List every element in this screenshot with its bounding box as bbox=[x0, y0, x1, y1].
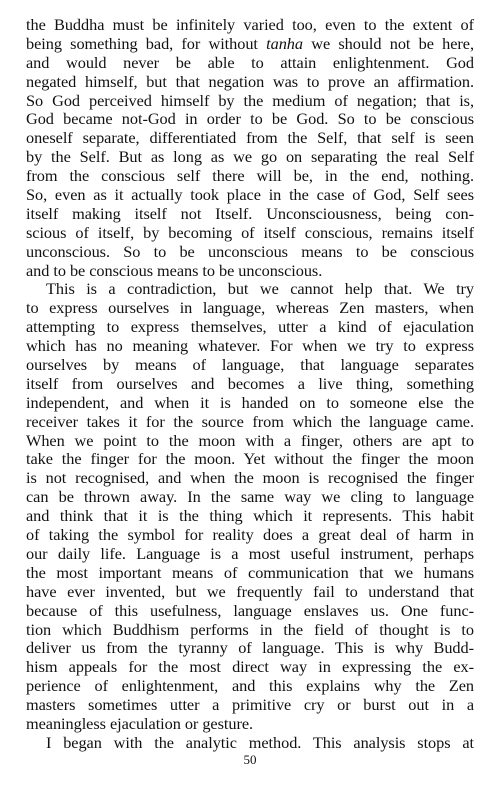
text-line: scious of itself, by becoming of itself conscious, remains itself bbox=[26, 222, 474, 242]
text-line: independent, and when it is handed on to someone else the bbox=[26, 392, 474, 412]
text-line: So, even as it actually took place in the case of God, Self sees bbox=[26, 185, 474, 205]
text-line: the Buddha must be infinitely varied too, even to the extent of bbox=[26, 15, 474, 34]
text-line: by the Self. But as long as we go on separating the real Self bbox=[26, 147, 474, 167]
text-line: which has no meaning whatever. For when we try to express bbox=[26, 336, 474, 356]
text-line: to express ourselves in language, whereas Zen masters, when bbox=[26, 298, 474, 318]
text-line: is not recognised, and when the moon is recognised the finger bbox=[26, 468, 474, 488]
text-line: hism appeals for the most direct way in expressing the ex- bbox=[26, 657, 474, 677]
text-line: of taking the symbol for reality does a great deal of harm in bbox=[26, 525, 474, 545]
text-line: perience of enlightenment, and this explains why the Zen bbox=[26, 676, 474, 696]
text-line: I began with the analytic method. This analysis stops at bbox=[46, 732, 474, 752]
text-line: our daily life. Language is a most useful instrument, perhaps bbox=[26, 543, 474, 563]
text-line: being something bad, for without tanha we should not be here, bbox=[26, 33, 474, 53]
text-line: attempting to express themselves, utter a kind of ejaculation bbox=[26, 317, 474, 337]
text-line: This is a contradiction, but we cannot help that. We try bbox=[46, 279, 474, 299]
page-number: 50 bbox=[243, 752, 257, 767]
text-line: When we point to the moon with a finger, others are apt to bbox=[26, 430, 474, 450]
text-line: God became not-God in order to be God. So to be conscious bbox=[26, 109, 474, 129]
text-line: negated himself, but that negation was to prove an affirmation. bbox=[26, 71, 474, 91]
text-line: oneself separate, differentiated from the Self, that self is seen bbox=[26, 128, 474, 148]
text-line: take the finger for the moon. Yet without the finger the moon bbox=[26, 449, 474, 469]
text-line: the most important means of communication that we humans bbox=[26, 562, 474, 582]
text-line: have ever invented, but we frequently fail to understand that bbox=[26, 581, 474, 601]
page-body bbox=[26, 16, 474, 753]
text-line: itself making itself not Itself. Unconsciousness, being con- bbox=[26, 203, 474, 223]
text-line: can be thrown away. In the same way we cling to language bbox=[26, 487, 474, 507]
text-line: masters sometimes utter a primitive cry or burst out in a bbox=[26, 695, 474, 715]
text-line: and to be conscious means to be unconscious. bbox=[26, 260, 323, 280]
text-line: tion which Buddhism performs in the field of thought is to bbox=[26, 619, 474, 639]
text-line: So God perceived himself by the medium of negation; that is, bbox=[26, 90, 474, 110]
text-line: and think that it is the thing which it represents. This habit bbox=[26, 506, 474, 526]
text-line: receiver takes it for the source from which the language came. bbox=[26, 411, 474, 431]
text-line: and would never be able to attain enlightenment. God bbox=[26, 52, 474, 72]
text-line: itself from ourselves and becomes a live thing, something bbox=[26, 373, 474, 393]
text-line: because of this usefulness, language enslaves us. One func- bbox=[26, 600, 474, 620]
italic-term: tanha bbox=[266, 33, 303, 53]
text-line: ourselves by means of language, that language separates bbox=[26, 355, 474, 375]
text-line: deliver us from the tyranny of language. This is why Budd- bbox=[26, 638, 474, 658]
text-line: meaningless ejaculation or gesture. bbox=[26, 713, 254, 733]
text-line: unconscious. So to be unconscious means to be conscious bbox=[26, 241, 474, 261]
text-line: from the conscious self there will be, in the end, nothing. bbox=[26, 166, 474, 186]
